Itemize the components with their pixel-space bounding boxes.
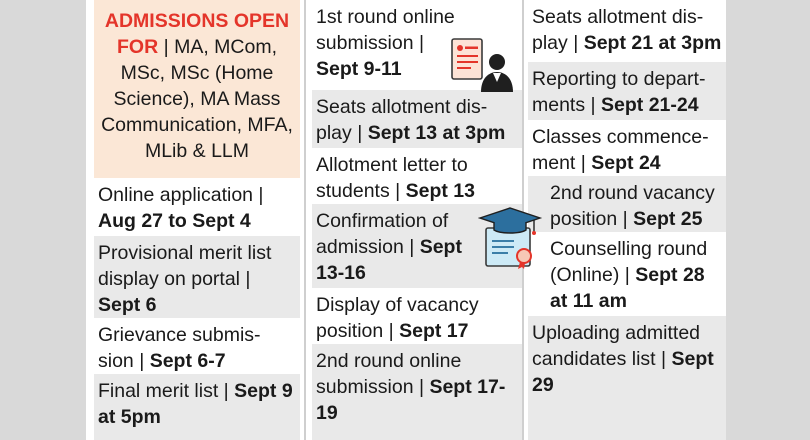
application-form-person-icon xyxy=(448,36,516,94)
item-label: Allotment letter to students | xyxy=(316,154,468,202)
item-date: Sept 6 xyxy=(98,294,157,316)
header-title: ADMISSIONS OPEN xyxy=(104,10,290,32)
item-date: Sept 24 xyxy=(591,152,661,174)
item-date: Sept 13 xyxy=(405,180,475,202)
item-label: Grievance submis-sion | xyxy=(98,324,261,372)
item-label: Reporting to depart-ments | xyxy=(532,68,706,116)
schedule-item xyxy=(528,316,726,440)
schedule-item xyxy=(312,288,522,344)
item-date: Sept 9 at 5pm xyxy=(98,380,293,428)
schedule-item xyxy=(528,62,726,120)
schedule-item xyxy=(528,120,726,176)
schedule-item xyxy=(312,344,522,440)
schedule-item xyxy=(94,236,300,318)
graduation-cap-certificate-icon xyxy=(478,206,546,270)
item-label: Final merit list | xyxy=(98,380,235,402)
item-label: Online application | xyxy=(98,184,264,206)
column-divider xyxy=(304,0,306,440)
item-label: Counselling round (Online) | xyxy=(550,238,708,286)
item-label: 1st round online submission | xyxy=(316,6,455,54)
item-label: Display of vacancy position | xyxy=(316,294,479,342)
item-date: Sept 9-11 xyxy=(316,58,402,80)
header-block xyxy=(94,0,300,178)
item-date: Sept 21-24 xyxy=(601,94,699,116)
item-date: Sept 17-19 xyxy=(316,376,506,424)
item-label: Classes commence-ment | xyxy=(532,126,709,174)
item-date: Sept 25 xyxy=(633,208,703,230)
schedule-item xyxy=(94,178,300,236)
item-date: Sept 29 xyxy=(532,348,714,396)
item-date: Sept 6-7 xyxy=(149,350,226,372)
item-date: Aug 27 to Sept 4 xyxy=(98,210,251,232)
item-date: Sept 21 at 3pm xyxy=(583,32,722,54)
schedule-item xyxy=(528,0,726,62)
item-label: 2nd round vacancy position | xyxy=(550,182,715,230)
item-date: Sept 17 xyxy=(399,320,469,342)
schedule-item xyxy=(528,176,726,232)
header-courses: | MA, MCom, MSc, MSc (Home Science), MA Mass Communication, MFA, MLib & LLM xyxy=(101,36,293,162)
schedule-item xyxy=(94,318,300,374)
schedule-item xyxy=(528,232,726,316)
schedule-item xyxy=(94,374,300,440)
item-date: Sept 13-16 xyxy=(316,236,462,284)
schedule-item xyxy=(312,90,522,148)
schedule-item xyxy=(312,148,522,204)
item-label: Uploading admitted candidates list | xyxy=(532,322,701,370)
item-label: Confirmation of admission | xyxy=(316,210,449,258)
item-label: 2nd round online submission | xyxy=(316,350,462,398)
header-for-label: FOR xyxy=(117,36,159,58)
item-label: Provisional merit list display on portal | xyxy=(98,242,272,290)
item-date: Sept 13 at 3pm xyxy=(367,122,506,144)
item-label: Seats allotment dis-play | xyxy=(316,96,488,144)
item-date: Sept 28 at 11 am xyxy=(550,264,705,312)
item-label: Seats allotment dis-play | xyxy=(532,6,704,54)
